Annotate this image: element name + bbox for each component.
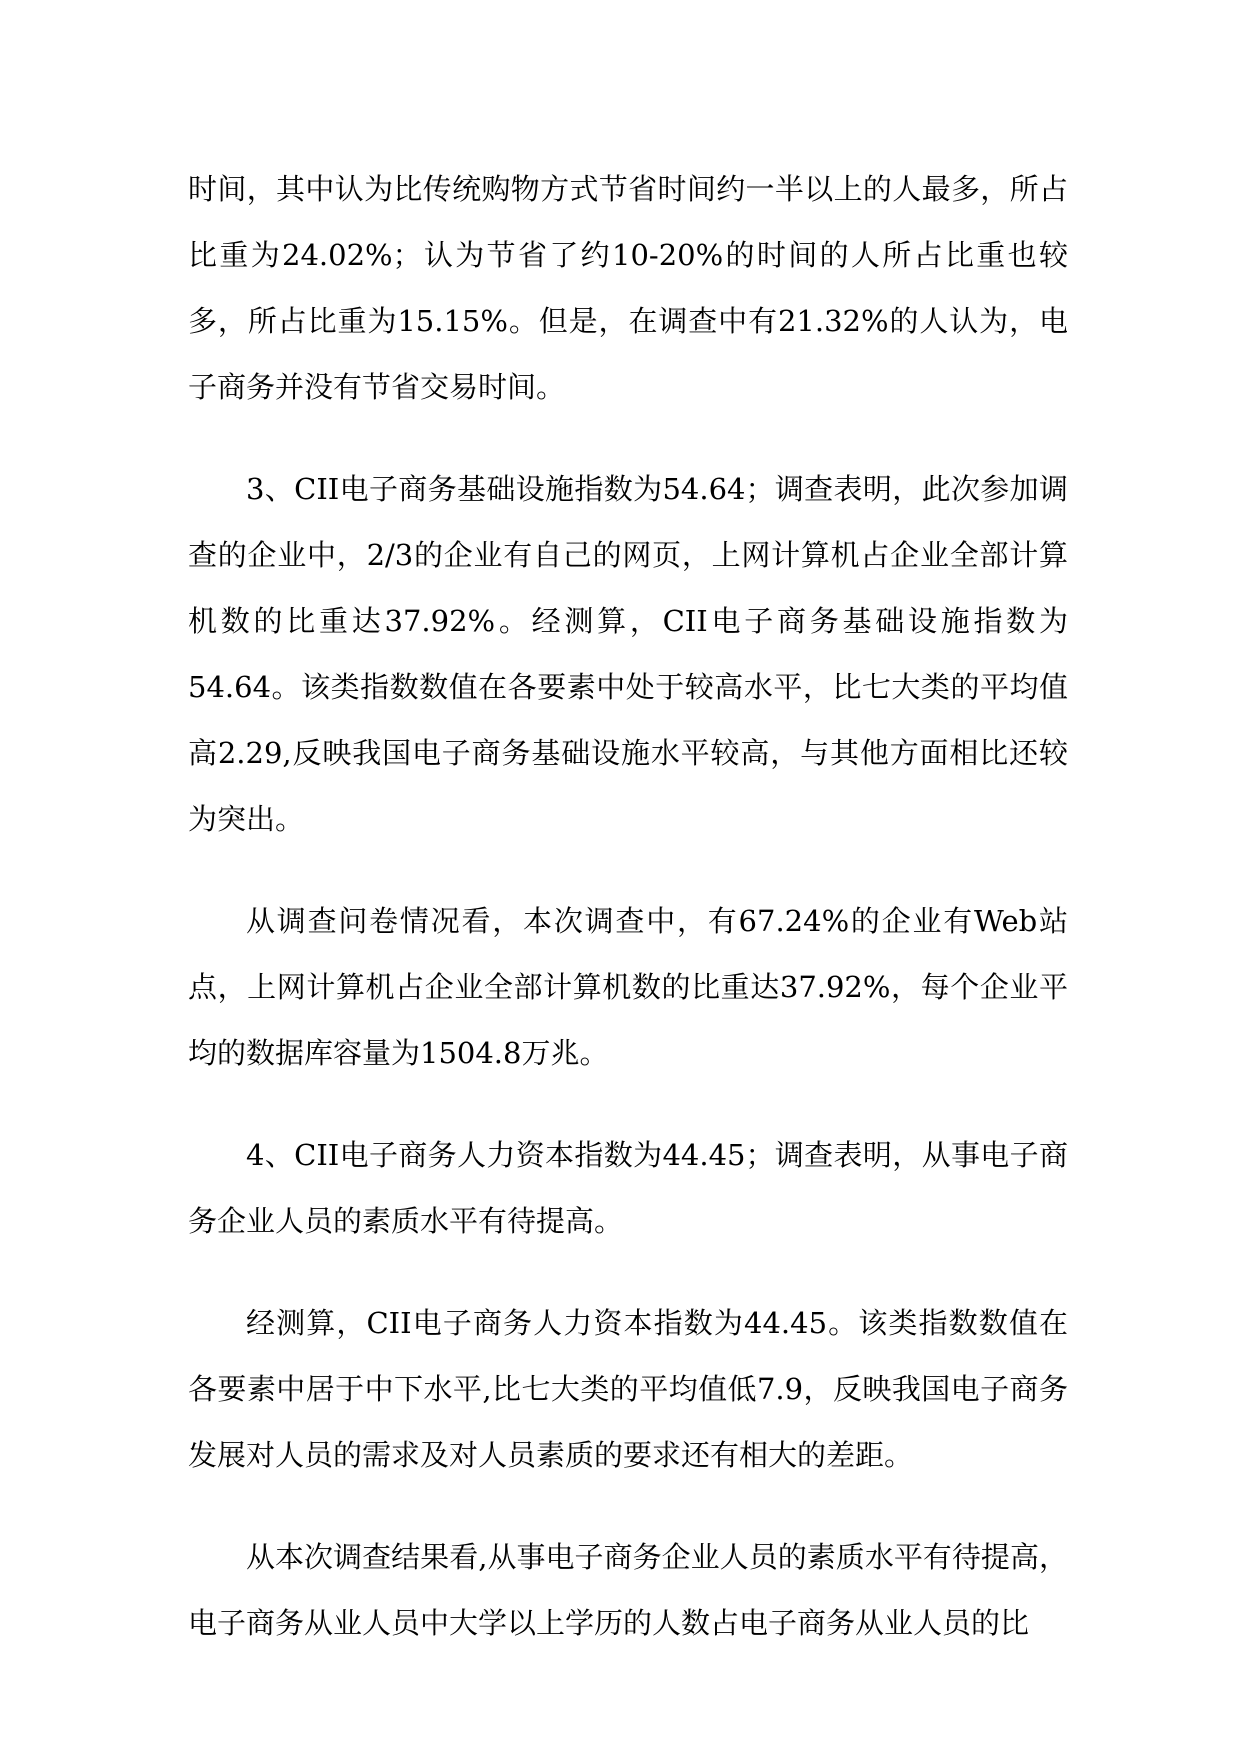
paragraph-3: 从调查问卷情况看，本次调查中，有67.24%的企业有Web站点，上网计算机占企业全部计算机数的比重达37.92%，每个企业平均的数据库容量为1504.8万兆。 (188, 904, 1068, 1070)
paragraph-4: 4、CII电子商务人力资本指数为44.45；调查表明，从事电子商务企业人员的素质水平有待提高。 (188, 1138, 1068, 1238)
document-body (188, 156, 1068, 1656)
paragraph-1: 时间，其中认为比传统购物方式节省时间约一半以上的人最多，所占比重为24.02%；认为节省了约10-20%的时间的人所占比重也较多，所占比重为15.15%。但是，在调查中有21.32%的人认为，电子商务并没有节省交易时间。 (188, 172, 1068, 404)
paragraph-2: 3、CII电子商务基础设施指数为54.64；调查表明，此次参加调查的企业中，2/3的企业有自己的网页，上网计算机占企业全部计算机数的比重达37.92%。经测算，CII电子商务基础设施指数为54.64。该类指数数值在各要素中处于较高水平，比七大类的平均值高2.29,反映我国电子商务基础设施水平较高，与其他方面相比还较为突出。 (188, 472, 1068, 836)
paragraph-5: 经测算，CII电子商务人力资本指数为44.45。该类指数数值在各要素中居于中下水平,比七大类的平均值低7.9，反映我国电子商务发展对人员的需求及对人员素质的要求还有相大的差距。 (188, 1306, 1068, 1472)
paragraph-6: 从本次调查结果看,从事电子商务企业人员的素质水平有待提高，电子商务从业人员中大学以上学历的人数占电子商务从业人员的比 (188, 1540, 1068, 1640)
